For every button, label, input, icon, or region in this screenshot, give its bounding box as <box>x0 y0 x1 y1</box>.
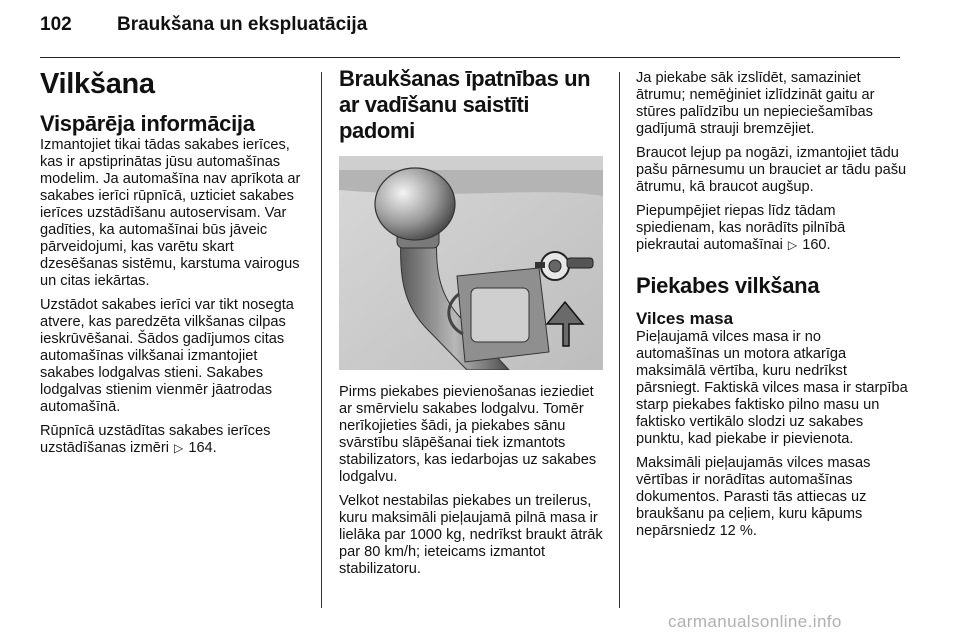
column-divider-2 <box>619 72 620 608</box>
paragraph: Uzstādot sakabes ierīci var tikt nosegta atvere, kas paredzēta vilkšanas cilpas ieskrūvēšanai. Šādos gadījumos citas automašīnas vilkšanai izmantojiet sakabes lodgalvas stieni. Sakabes lodgalvas stienim vienmēr jāatrodas automašīnā. <box>40 297 294 415</box>
section-title-trailer-towing: Piekabes vilkšana <box>636 273 820 298</box>
paragraph: Izmantojiet tikai tādas sakabes ierīces, kas ir apstiprinātas jūsu automašīnas modelim. Ja automašīna nav aprīkota ar sakabes ierīci rūpnīcā, uzticiet sakabes ierīces uzstādīšanu autoservisam. Var gadīties, ka automašīnai būs jāveic pārveidojumi, kas varētu skart dzesēšanas sistēmu, karstuma vairogus un citas iekārtas. <box>40 137 301 289</box>
paragraph: Braucot lejup pa nogāzi, izmantojiet tādu pašu pārnesumu un brauciet ar tādu pašu ātrumu, kā braucot augšup. <box>636 145 907 195</box>
paragraph-with-ref <box>636 203 908 254</box>
page-ref-arrow-icon: ▷ <box>174 441 184 455</box>
paragraph: Pieļaujamā vilces masa ir no automašīnas un motora atkarīga maksimālā vērtība, kuru nedrīkst pārsniegt. Faktiskā vilces masa ir starpība starp piekabes faktisko pilno masu un faktisko vertikālo slodzi uz sakabes punktu, kad piekabe ir pievienota. <box>636 329 908 447</box>
tow-hitch-illustration <box>339 156 603 370</box>
column-1 <box>40 66 312 464</box>
paragraph: Pirms piekabes pievienošanas ieziediet ar smērvielu sakabes lodgalvu. Tomēr nerīkojieties šādi, ja piekabes sānu svārstību slāpēšanai tiek izmantots stabilizators, kas iedarbojas uz sakabes lodgalvu. <box>339 384 597 485</box>
page-number: 102 <box>40 14 72 35</box>
column-2 <box>339 66 607 585</box>
subsection-title-towing-mass: Vilces masa <box>636 309 734 328</box>
chapter-title: Vilkšana <box>40 68 155 100</box>
section-title-driving-tips: Braukšanas īpatnības un ar vadīšanu saistīti padomi <box>339 66 591 143</box>
header-divider <box>40 57 900 58</box>
running-header-title: Braukšana un ekspluatācija <box>117 14 368 35</box>
paragraph: Maksimāli pieļaujamās vilces masas vērtības ir norādītas automašīnas dokumentos. Parasti tās attiecas uz braukšanu pa ceļiem, kuru kāpums nepārsniedz 12 %. <box>636 455 871 539</box>
page-reference[interactable]: 164. <box>188 440 217 456</box>
page-reference[interactable]: 160. <box>802 237 831 253</box>
section-title-general: Vispārēja informācija <box>40 111 255 136</box>
paragraph-text: Rūpnīcā uzstādītas sakabes ierīces uzstādīšanas izmēri <box>40 423 271 456</box>
page-ref-arrow-icon: ▷ <box>787 238 798 252</box>
paragraph-with-ref <box>40 423 312 457</box>
paragraph: Ja piekabe sāk izslīdēt, samaziniet ātrumu; nemēģiniet izlīdzināt gaitu ar stūres palīdzību un nepieciešamības gadījumā strauji bremzējiet. <box>636 70 875 137</box>
tow-hitch-image <box>339 156 603 370</box>
column-3 <box>636 70 908 547</box>
column-divider-1 <box>321 72 322 608</box>
paragraph-text: Piepumpējiet riepas līdz tādam spiedienam, kas norādīts pilnībā piekrautai automašīnai <box>636 203 846 253</box>
paragraph: Velkot nestabilas piekabes un treilerus, kuru maksimāli pieļaujamā pilnā masa ir lielāka par 1000 kg, nedrīkst braukt ātrāk par 80 km/h; ieteicams izmantot stabilizatoru. <box>339 493 603 577</box>
watermark: carmanualsonline.info <box>668 612 842 631</box>
